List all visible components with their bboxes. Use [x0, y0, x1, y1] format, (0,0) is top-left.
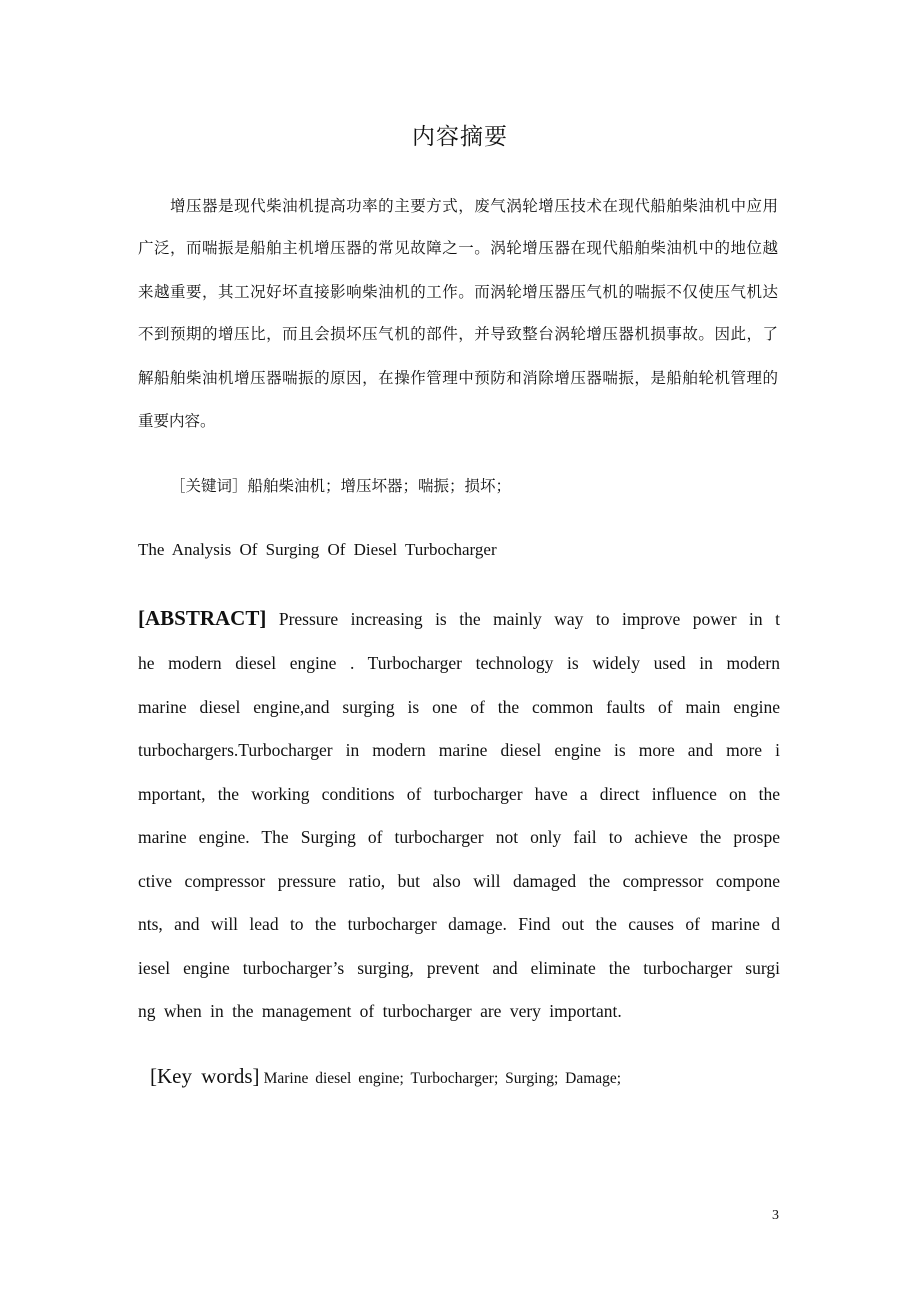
en-abstract-line-5: mportant, the working conditions of turbocharger have a direct influence on the — [138, 784, 780, 804]
zh-abstract-line-1: 增压器是现代柴油机提高功率的主要方式，废气涡轮增压技术在现代船舶柴油机中应用 — [138, 197, 778, 215]
zh-abstract-line-5: 解船舶柴油机增压器喘振的原因，在操作管理中预防和消除增压器喘振，是船舶轮机管理的 — [138, 369, 778, 387]
zh-keywords: ［关键词］船舶柴油机；增压坏器；喘振；损坏； — [170, 477, 512, 495]
zh-abstract-line-2: 广泛，而喘振是船舶主机增压器的常见故障之一。涡轮增压器在现代船舶柴油机中的地位越 — [138, 239, 778, 257]
en-abstract-line-3: marine diesel engine,and surging is one of the common faults of main engine — [138, 697, 780, 717]
page-title: 内容摘要 — [412, 124, 508, 150]
english-title: The Analysis Of Surging Of Diesel Turbocharger — [138, 540, 497, 559]
en-abstract-line-1 — [138, 606, 780, 631]
en-abstract-line-4: turbochargers.Turbocharger in modern marine diesel engine is more and more i — [138, 740, 780, 760]
en-abstract-line-6: marine engine. The Surging of turbocharger not only fail to achieve the prospe — [138, 827, 780, 847]
en-abstract-line-10: ng when in the management of turbocharger are very important. — [138, 1001, 622, 1021]
en-abstract-line-2: he modern diesel engine . Turbocharger technology is widely used in modern — [138, 653, 780, 673]
en-abstract-line-8: nts, and will lead to the turbocharger damage. Find out the causes of marine d — [138, 914, 780, 934]
en-keywords — [150, 1064, 621, 1089]
page-number: 3 — [772, 1208, 779, 1223]
zh-abstract-line-6: 重要内容。 — [138, 412, 216, 430]
zh-abstract-line-3: 来越重要，其工况好坏直接影响柴油机的工作。而涡轮增压器压气机的喘振不仅使压气机达 — [138, 283, 778, 301]
en-abstract-line-7: ctive compressor pressure ratio, but also will damaged the compressor compone — [138, 871, 780, 891]
abstract-label: [ABSTRACT] — [138, 606, 267, 630]
en-abstract-line-9: iesel engine turbocharger’s surging, prevent and eliminate the turbocharger surgi — [138, 958, 780, 978]
en-keywords-text: Marine diesel engine; Turbocharger; Surging; Damage; — [263, 1070, 622, 1087]
zh-abstract-line-4: 不到预期的增压比，而且会损坏压气机的部件，并导致整台涡轮增压器机损事故。因此，了 — [138, 325, 778, 343]
en-abstract-first-text: Pressure increasing is the mainly way to improve power in t — [278, 609, 781, 629]
en-keywords-label: [Key words] — [150, 1064, 260, 1088]
